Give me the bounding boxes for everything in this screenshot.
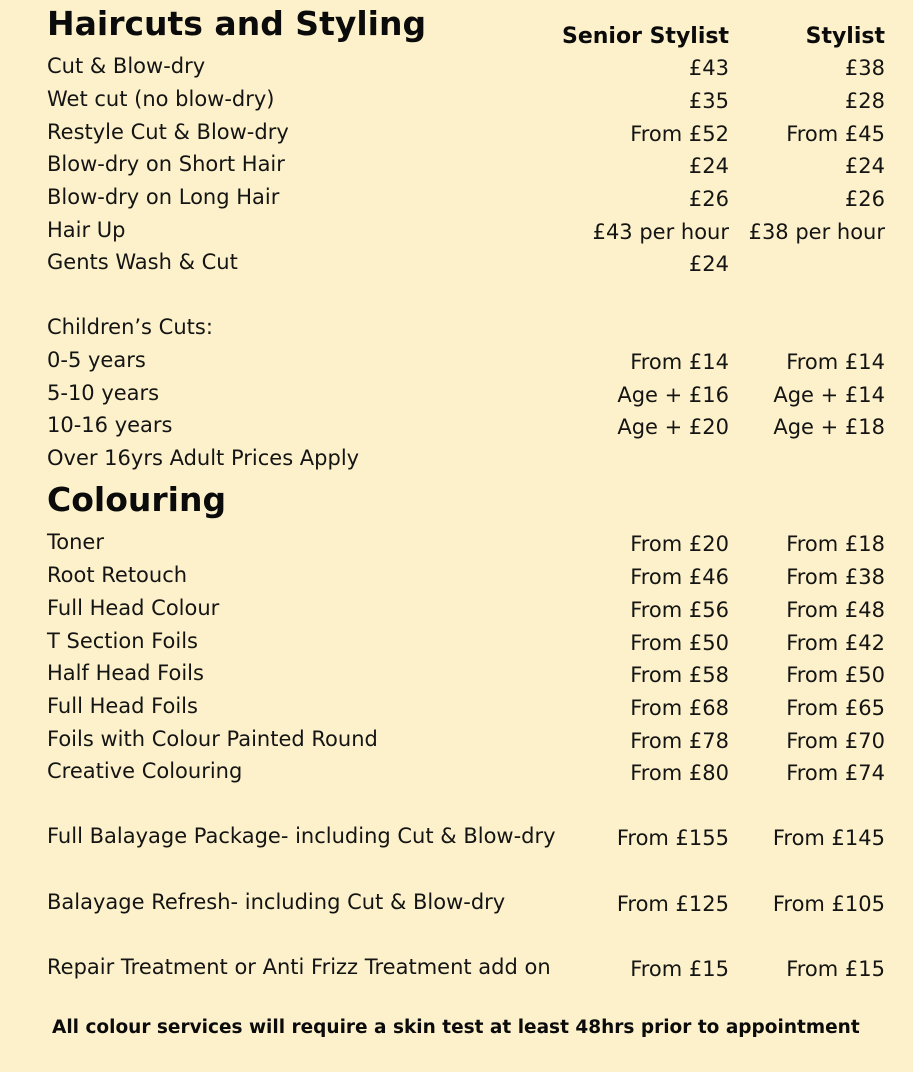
senior-price: £43 xyxy=(688,56,729,80)
price-row-root-retouch xyxy=(0,559,913,591)
senior-price: From £20 xyxy=(630,532,729,556)
senior-price: £35 xyxy=(688,89,729,113)
senior-price: Age + £20 xyxy=(617,415,729,439)
price-row-children-10-16 xyxy=(0,409,913,441)
senior-price: Age + £16 xyxy=(617,383,729,407)
price-row-children-0-5 xyxy=(0,344,913,376)
stylist-price: From £105 xyxy=(772,892,885,916)
stylist-price: From £45 xyxy=(786,122,885,146)
price-row-creative-colouring xyxy=(0,755,913,787)
senior-price: From £50 xyxy=(630,631,729,655)
service-name: 5-10 years xyxy=(47,381,160,405)
stylist-price: From £70 xyxy=(786,729,885,753)
price-row-over-16 xyxy=(0,442,913,474)
price-row-blow-dry-long xyxy=(0,181,913,213)
service-name: Blow-dry on Short Hair xyxy=(47,152,285,176)
stylist-price: From £74 xyxy=(786,761,885,785)
service-name: Over 16yrs Adult Prices Apply xyxy=(47,446,360,470)
price-row-blow-dry-short xyxy=(0,148,913,180)
service-name: Hair Up xyxy=(47,218,126,242)
senior-price: £24 xyxy=(688,154,729,178)
service-name: Blow-dry on Long Hair xyxy=(47,185,280,209)
senior-price: From £56 xyxy=(630,598,729,622)
senior-price: From £46 xyxy=(630,565,729,589)
stylist-price: From £42 xyxy=(786,631,885,655)
stylist-price: £38 xyxy=(844,56,885,80)
senior-price: From £14 xyxy=(630,350,729,374)
column-header-stylist: Stylist xyxy=(805,24,885,49)
senior-price: From £80 xyxy=(630,761,729,785)
stylist-price: From £18 xyxy=(786,532,885,556)
stylist-price: From £50 xyxy=(786,663,885,687)
stylist-price: From £14 xyxy=(786,350,885,374)
senior-price: From £68 xyxy=(630,696,729,720)
skin-test-note: All colour services will require a skin test at least 48hrs prior to appointment xyxy=(52,1017,860,1038)
service-name: Full Head Foils xyxy=(47,694,198,718)
column-header-senior-stylist: Senior Stylist xyxy=(562,24,729,49)
senior-price: From £15 xyxy=(630,957,729,981)
service-name: T Section Foils xyxy=(47,629,198,653)
service-name: Full Balayage Package- including Cut & Blow-dry xyxy=(47,824,556,848)
price-row-full-head-foils xyxy=(0,690,913,722)
price-row-full-head-colour xyxy=(0,592,913,624)
service-name: Wet cut (no blow-dry) xyxy=(47,87,275,111)
price-row-full-balayage xyxy=(0,820,913,852)
children-cuts-heading: Children’s Cuts: xyxy=(47,315,213,339)
price-row-half-head-foils xyxy=(0,657,913,689)
senior-price: £24 xyxy=(688,252,729,276)
price-row-cut-blow-dry xyxy=(0,50,913,82)
senior-price: From £155 xyxy=(616,826,729,850)
service-name: Creative Colouring xyxy=(47,759,243,783)
service-name: 0-5 years xyxy=(47,348,146,372)
senior-price: £26 xyxy=(688,187,729,211)
service-name: Restyle Cut & Blow-dry xyxy=(47,120,289,144)
price-row-t-section-foils xyxy=(0,625,913,657)
senior-price: From £125 xyxy=(616,892,729,916)
stylist-price: £38 per hour xyxy=(748,220,885,244)
section-title-haircuts: Haircuts and Styling xyxy=(47,4,427,43)
price-row-balayage-refresh xyxy=(0,886,913,918)
stylist-price: From £15 xyxy=(786,957,885,981)
price-row-restyle xyxy=(0,116,913,148)
price-row-toner xyxy=(0,526,913,558)
price-row-foils-painted-round xyxy=(0,723,913,755)
stylist-price: From £65 xyxy=(786,696,885,720)
stylist-price: £28 xyxy=(844,89,885,113)
service-name: Half Head Foils xyxy=(47,661,204,685)
senior-price: From £52 xyxy=(630,122,729,146)
service-name: Toner xyxy=(47,530,104,554)
stylist-price: From £38 xyxy=(786,565,885,589)
price-row-hair-up xyxy=(0,214,913,246)
price-row-wet-cut xyxy=(0,83,913,115)
stylist-price: Age + £14 xyxy=(773,383,885,407)
service-name: Full Head Colour xyxy=(47,596,220,620)
children-heading-row xyxy=(0,311,913,343)
service-name: Gents Wash & Cut xyxy=(47,250,238,274)
stylist-price: From £48 xyxy=(786,598,885,622)
service-name: Balayage Refresh- including Cut & Blow-dry xyxy=(47,890,506,914)
senior-price: From £58 xyxy=(630,663,729,687)
stylist-price: £26 xyxy=(844,187,885,211)
service-name: Cut & Blow-dry xyxy=(47,54,206,78)
senior-price: From £78 xyxy=(630,729,729,753)
service-name: Foils with Colour Painted Round xyxy=(47,727,378,751)
price-row-gents xyxy=(0,246,913,278)
price-row-children-5-10 xyxy=(0,377,913,409)
stylist-price: From £145 xyxy=(772,826,885,850)
section-title-colouring: Colouring xyxy=(47,480,227,519)
service-name: Repair Treatment or Anti Frizz Treatment add on xyxy=(47,955,551,979)
price-row-repair-treatment xyxy=(0,951,913,983)
service-name: 10-16 years xyxy=(47,413,173,437)
service-name: Root Retouch xyxy=(47,563,188,587)
stylist-price: £24 xyxy=(844,154,885,178)
stylist-price: Age + £18 xyxy=(773,415,885,439)
senior-price: £43 per hour xyxy=(592,220,729,244)
